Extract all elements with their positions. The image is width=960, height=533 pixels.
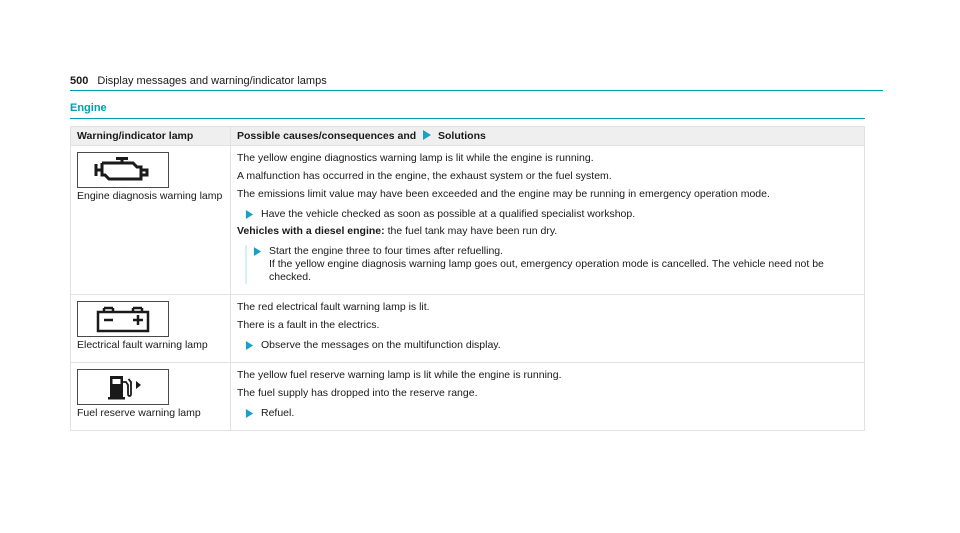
column-header-solutions xyxy=(231,127,865,146)
solution-text-group xyxy=(269,245,858,284)
page-header xyxy=(70,74,327,88)
table-row xyxy=(71,363,865,431)
cause-text: The red electrical fault warning lamp is lit. xyxy=(237,301,430,313)
description-cell xyxy=(231,146,865,295)
lamp-cell xyxy=(71,363,231,431)
solution-detail: If the yellow engine diagnosis warning lamp goes out, emergency operation mode is cancelled. The vehicle need not be checked. xyxy=(269,258,824,283)
cause-text: The yellow fuel reserve warning lamp is lit while the engine is running. xyxy=(237,369,562,381)
fuel-pump-icon-box xyxy=(77,369,169,405)
lamp-name: Engine diagnosis warning lamp xyxy=(77,190,223,202)
diesel-label: Vehicles with a diesel engine: xyxy=(237,225,385,237)
solution-step xyxy=(237,407,858,420)
lamp-cell xyxy=(71,146,231,295)
arrow-right-icon xyxy=(237,339,261,350)
arrow-right-icon xyxy=(237,208,261,219)
section-title: Engine xyxy=(70,102,107,114)
column-header-solutions-label: Solutions xyxy=(438,129,486,142)
column-header-causes: Possible causes/consequences and xyxy=(237,129,417,142)
diesel-note xyxy=(237,225,858,238)
battery-icon-box xyxy=(77,301,169,337)
arrow-right-icon xyxy=(422,130,432,140)
solution-text: Have the vehicle checked as soon as possible at a qualified specialist workshop. xyxy=(261,208,636,220)
table-row xyxy=(71,146,865,295)
page-header-title: Display messages and warning/indicator lamps xyxy=(97,75,327,87)
description-cell xyxy=(231,363,865,431)
solution-step xyxy=(237,208,858,221)
engine-diagnosis-icon-box xyxy=(77,152,169,188)
lamp-cell xyxy=(71,295,231,363)
cause-text: There is a fault in the electrics. xyxy=(237,319,380,331)
header-divider xyxy=(70,90,883,91)
lamp-name: Electrical fault warning lamp xyxy=(77,339,208,351)
page-number: 500 xyxy=(70,75,89,87)
warning-lamp-table xyxy=(70,126,865,431)
solution-step xyxy=(245,245,858,284)
arrow-right-icon xyxy=(237,407,261,418)
solution-text: Observe the messages on the multifunction display. xyxy=(261,339,501,351)
diesel-text: the fuel tank may have been run dry. xyxy=(387,225,558,237)
arrow-right-icon xyxy=(247,245,269,256)
description-cell xyxy=(231,295,865,363)
engine-diagnosis-icon xyxy=(93,156,153,184)
battery-icon xyxy=(93,305,153,333)
table-row xyxy=(71,295,865,363)
solution-text: Start the engine three to four times after refuelling. xyxy=(269,245,504,257)
solution-text: Refuel. xyxy=(261,407,295,419)
fuel-pump-icon xyxy=(93,373,153,401)
cause-text: The yellow engine diagnostics warning lamp is lit while the engine is running. xyxy=(237,152,594,164)
table-header-row xyxy=(71,127,865,146)
section-divider xyxy=(70,118,865,119)
column-header-lamp: Warning/indicator lamp xyxy=(71,127,231,146)
cause-text: The fuel supply has dropped into the reserve range. xyxy=(237,387,478,399)
cause-text: A malfunction has occurred in the engine, the exhaust system or the fuel system. xyxy=(237,170,612,182)
lamp-name: Fuel reserve warning lamp xyxy=(77,407,201,419)
cause-text: The emissions limit value may have been exceeded and the engine may be running in emergency operation mode. xyxy=(237,188,770,200)
solution-step xyxy=(237,339,858,352)
